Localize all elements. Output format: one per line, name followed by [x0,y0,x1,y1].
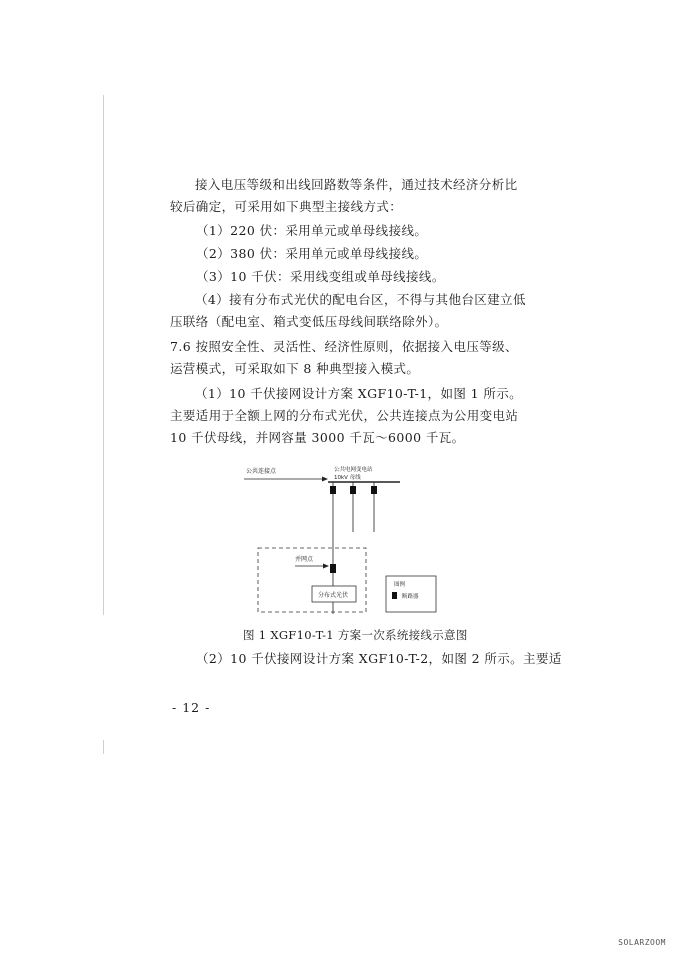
legend-breaker-label: 断路器 [402,594,419,600]
wiring-diagram-figure [240,462,450,622]
watermark: SOLARZOOM [618,938,666,947]
paragraph-continuation: 接入电压等级和出线回路数等条件，通过技术经济分析比较后确定，可采用如下典型主接线方式： [170,177,518,214]
bus-breaker-2 [350,486,356,494]
grid-point-arrow-head [323,564,329,569]
substation-label: 公共电网变电站 [334,467,373,473]
legend-title: 图例 [394,582,406,588]
section-7-6: 7.6 按照安全性、灵活性、经济性原则，依据接入电压等级、运营模式，可采取如下 8 种典型接入模式。 [170,339,518,376]
legend-breaker-symbol [392,592,397,599]
pv-source-label: 分布式光伏 [318,592,349,599]
scan-edge-line [103,95,104,615]
scan-edge-mark [103,740,104,754]
grid-connection-breaker [330,564,336,573]
figure-caption: 图 1 XGF10-T-1 方案一次系统接线示意图 [243,628,468,642]
page-number: - 12 - [172,700,211,715]
bus-label: 10kV 母线 [334,475,361,481]
pcc-label: 公共连接点 [246,468,277,475]
bus-breaker-1 [330,486,336,494]
scheme-1-description: （1）10 千伏接网设计方案 XGF10-T-1，如图 1 所示。主要适用于全额上网的分布式光伏，公共连接点为公用变电站 10 千伏母线，并网容量 3000 千瓦～6000 千瓦。 [170,386,523,445]
list-item-220v: （1）220 伏：采用单元或单母线接线。 [196,223,428,238]
scheme-2-description: （2）10 千伏接网设计方案 XGF10-T-2，如图 2 所示。主要适 [196,651,562,666]
grid-point-label: 并网点 [295,556,314,563]
list-item-380v: （2）380 伏：采用单元或单母线接线。 [196,246,428,261]
list-item-10kv: （3）10 千伏：采用线变组或单母线接线。 [196,269,445,284]
pcc-arrow-head [322,477,328,482]
bus-breaker-3 [371,486,377,494]
list-item-distributed-pv: （4）接有分布式光伏的配电台区，不得与其他台区建立低压联络（配电室、箱式变低压母线间联络除外）。 [170,292,526,329]
